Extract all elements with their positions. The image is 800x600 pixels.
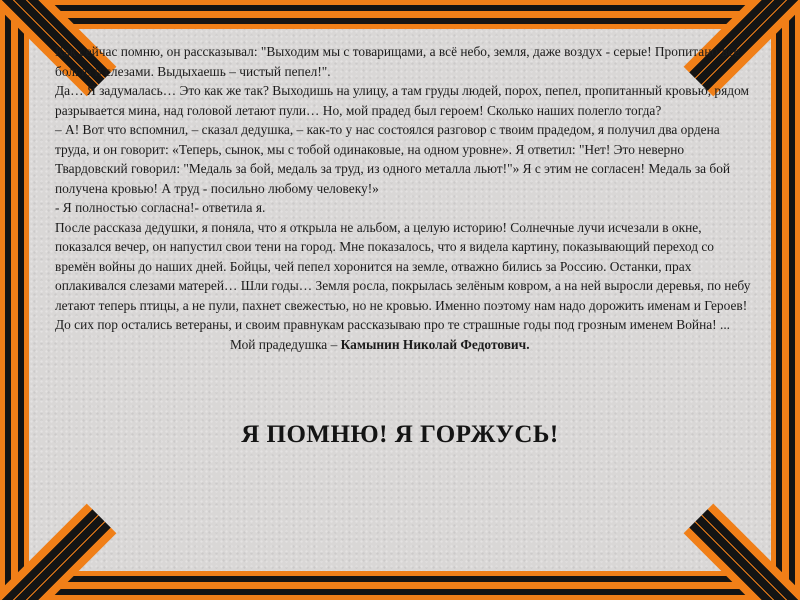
- ribbon-border-left: [0, 0, 29, 600]
- ribbon-border-right: [771, 0, 800, 600]
- story-paragraph: Как сейчас помню, он рассказывал: "Выходим мы с товарищами, а всё небо, земля, даже воздух - серые! Пропитано все болью и слезами. Выдыхаешь – чистый пепел!".: [55, 44, 740, 79]
- ribbon-border-top: [0, 0, 800, 29]
- signature-line: [55, 335, 755, 355]
- ribbon-border-bottom: [0, 571, 800, 600]
- story-paragraph: После рассказа дедушки, я поняла, что я открыла не альбом, а целую историю! Солнечные лучи исчезали в окне, показался вечер, он напустил свои тени на город. Мне показалось, что я видела картину, показывающий переход со времён войны до наших дней. Бойцы, чей пепел хоронится на земле, отважно бились за Россию. Останки, прах оплакивался слезами матерей… Шли годы… Земля росла, покрылась зелёным ковром, а на ней выросли деревья, по небу летают теперь птицы, а не пули, пахнет свежестью, но не кровью. Именно поэтому нам надо дорожить именам и Героев! До сих пор остались ветераны, и своим правнукам рассказываю про те страшные годы под грозным именем Война! ...: [55, 219, 751, 332]
- signature-name: Камынин Николай Федотович.: [340, 336, 530, 352]
- story-paragraph: – А! Вот что вспомнил, – сказал дедушка, – как-то у нас состоялся разговор с твоим прадедом, я получил два ордена труда, и он говорит: «Теперь, сынок, мы с тобой одинаковые, на одном уровне». Я ответил: "Нет! Это неверно Твардовский говорил: "Медаль за бой, медаль за труд, из одного металла льют!"» Я с этим не согласен! Медаль за бой получена кровью! А труд - посильно любому человеку!»: [55, 122, 731, 196]
- story-paragraph: Да… Я задумалась… Это как же так? Выходишь на улицу, а там груды людей, порох, пепел, пропитанный кровью, рядом разрывается мина, над головой летают пули… Но, мой прадед был героем! Сколько наших полегло тогда?: [55, 83, 750, 118]
- story-paragraph: - Я полностью согласна!- ответила я.: [55, 200, 266, 215]
- story-text: [55, 42, 755, 354]
- signature-prefix: Мой прадедушка –: [230, 336, 341, 352]
- slogan-heading: Я ПОМНЮ! Я ГОРЖУСЬ!: [241, 421, 559, 448]
